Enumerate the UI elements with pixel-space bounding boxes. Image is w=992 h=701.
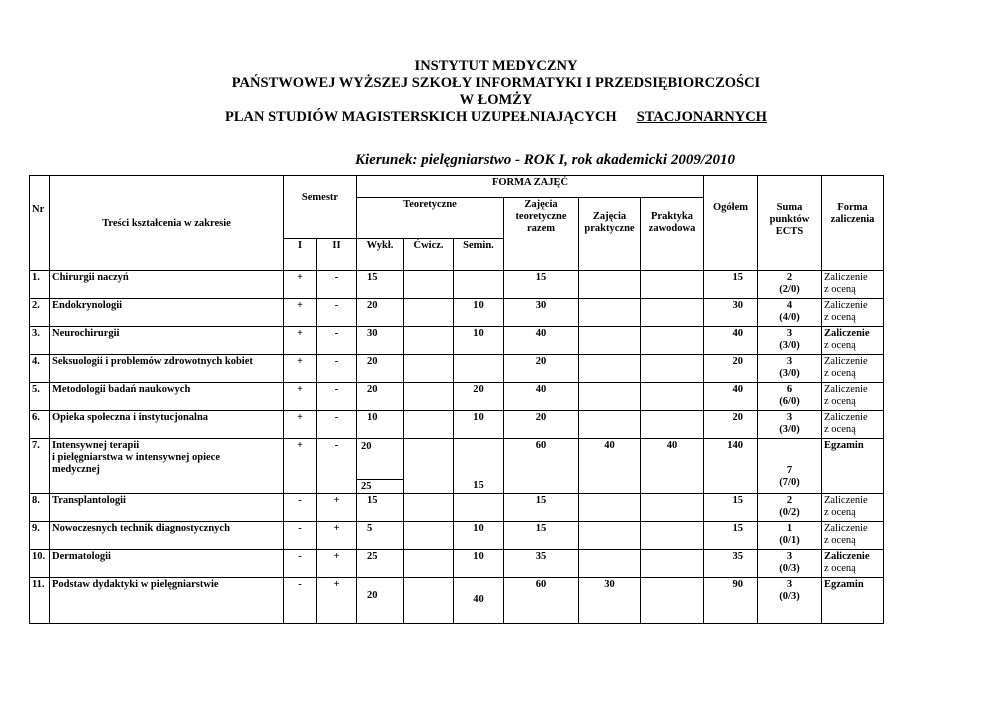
semester-II-mark: - bbox=[317, 355, 357, 383]
exercises-hours bbox=[404, 494, 454, 522]
semester-II-mark: - bbox=[317, 271, 357, 299]
assessment-detail: z oceną bbox=[824, 396, 856, 407]
assessment-detail: z oceną bbox=[824, 563, 856, 574]
assessment-type: Zaliczenie bbox=[824, 495, 868, 506]
assessment-form bbox=[822, 383, 884, 411]
total-hours: 15 bbox=[704, 522, 758, 550]
ects-total: 2 bbox=[786, 272, 793, 283]
assessment-type: Egzamin bbox=[824, 440, 864, 451]
semester-II-mark: - bbox=[317, 327, 357, 355]
lectures-hours-sem2: 25 bbox=[361, 481, 372, 492]
ects-points bbox=[758, 578, 822, 624]
assessment-form bbox=[822, 411, 884, 439]
professional-practice bbox=[641, 494, 704, 522]
assessment-form bbox=[822, 355, 884, 383]
practical-classes bbox=[579, 383, 641, 411]
header-semestr: Semestr bbox=[284, 176, 357, 239]
assessment-type: Zaliczenie bbox=[824, 384, 868, 395]
semester-I-mark: + bbox=[284, 355, 317, 383]
theory-total: 35 bbox=[504, 550, 579, 578]
row-number: 6. bbox=[30, 411, 50, 439]
ects-total: 2 bbox=[786, 495, 793, 506]
lectures-hours-sem1: 20 bbox=[357, 439, 403, 480]
total-hours: 35 bbox=[704, 550, 758, 578]
ects-points bbox=[758, 299, 822, 327]
subject-name-line: i pielęgniarstwa w intensywnej opiece bbox=[52, 452, 220, 463]
lectures-hours: 30 bbox=[357, 327, 404, 355]
semester-I-mark: + bbox=[284, 411, 317, 439]
ects-points bbox=[758, 411, 822, 439]
theory-total: 15 bbox=[504, 271, 579, 299]
total-hours: 140 bbox=[704, 439, 758, 494]
document-header bbox=[0, 58, 992, 126]
header-praktyka-zawodowa: Praktyka zawodowa bbox=[641, 198, 704, 271]
assessment-type: Zaliczenie bbox=[824, 272, 868, 283]
professional-practice bbox=[641, 355, 704, 383]
ects-total: 6 bbox=[786, 384, 793, 395]
assessment-type: Zaliczenie bbox=[824, 328, 870, 339]
assessment-type: Egzamin bbox=[824, 579, 864, 590]
ects-split: (0/3) bbox=[779, 563, 800, 574]
subject-name: Neurochirurgii bbox=[50, 327, 284, 355]
ects-points bbox=[758, 383, 822, 411]
row-number: 5. bbox=[30, 383, 50, 411]
ects-points bbox=[758, 494, 822, 522]
practical-classes bbox=[579, 327, 641, 355]
assessment-detail: z oceną bbox=[824, 312, 856, 323]
semester-I-mark: - bbox=[284, 550, 317, 578]
ects-points bbox=[758, 550, 822, 578]
lectures-hours: 10 bbox=[357, 411, 404, 439]
assessment-detail: z oceną bbox=[824, 340, 856, 351]
row-number: 9. bbox=[30, 522, 50, 550]
seminars-hours: 10 bbox=[454, 299, 504, 327]
semester-I-mark: - bbox=[284, 578, 317, 624]
professional-practice bbox=[641, 299, 704, 327]
semester-I-mark: + bbox=[284, 439, 317, 494]
total-hours: 30 bbox=[704, 299, 758, 327]
lectures-hours bbox=[357, 439, 404, 494]
exercises-hours bbox=[404, 271, 454, 299]
assessment-type: Zaliczenie bbox=[824, 356, 868, 367]
lectures-hours: 15 bbox=[357, 271, 404, 299]
semester-II-mark: + bbox=[317, 494, 357, 522]
table-row bbox=[30, 578, 884, 624]
header-zajecia-praktyczne: Zajęcia praktyczne bbox=[579, 198, 641, 271]
exercises-hours bbox=[404, 327, 454, 355]
practical-classes bbox=[579, 355, 641, 383]
ects-points bbox=[758, 355, 822, 383]
ects-split: (0/3) bbox=[779, 591, 800, 602]
subject-name: Endokrynologii bbox=[50, 299, 284, 327]
seminars-hours bbox=[454, 494, 504, 522]
subject-name-line: medycznej bbox=[52, 464, 100, 475]
professional-practice bbox=[641, 271, 704, 299]
table-row bbox=[30, 522, 884, 550]
assessment-form bbox=[822, 271, 884, 299]
theory-total: 60 bbox=[504, 439, 579, 494]
exercises-hours bbox=[404, 411, 454, 439]
table-row bbox=[30, 494, 884, 522]
table-row bbox=[30, 355, 884, 383]
professional-practice bbox=[641, 522, 704, 550]
ects-split: (4/0) bbox=[779, 312, 800, 323]
total-hours: 15 bbox=[704, 271, 758, 299]
row-number: 7. bbox=[30, 439, 50, 494]
plan-title-text: PLAN STUDIÓW MAGISTERSKICH UZUPEŁNIAJĄCYCH bbox=[225, 109, 617, 125]
header-forma-zaliczenia: Forma zaliczenia bbox=[822, 176, 884, 271]
professional-practice bbox=[641, 383, 704, 411]
city-name: W ŁOMŻY bbox=[459, 92, 533, 108]
header-sem-I: I bbox=[284, 239, 317, 271]
plan-subtitle: Kierunek: pielęgniarstwo - ROK I, rok akademicki 2009/2010 bbox=[354, 152, 735, 168]
assessment-detail: z oceną bbox=[824, 535, 856, 546]
row-number: 3. bbox=[30, 327, 50, 355]
row-number: 4. bbox=[30, 355, 50, 383]
ects-points bbox=[758, 327, 822, 355]
professional-practice bbox=[641, 327, 704, 355]
lectures-hours: 20 bbox=[357, 299, 404, 327]
institute-name: INSTYTUT MEDYCZNY bbox=[414, 58, 578, 74]
semester-II-mark: + bbox=[317, 578, 357, 624]
theory-total: 30 bbox=[504, 299, 579, 327]
total-hours: 20 bbox=[704, 355, 758, 383]
header-zajecia-teoretyczne: Zajęcia teoretyczne razem bbox=[504, 198, 579, 271]
seminars-hours bbox=[454, 355, 504, 383]
header-tresci: Treści kształcenia w zakresie bbox=[50, 176, 284, 271]
semester-II-mark: - bbox=[317, 299, 357, 327]
ects-points bbox=[758, 522, 822, 550]
header-teoretyczne: Teoretyczne bbox=[357, 198, 504, 239]
subject-name: Seksuologii i problemów zdrowotnych kobiet bbox=[50, 355, 284, 383]
header-ogolem: Ogółem bbox=[704, 176, 758, 271]
ects-total: 7 bbox=[786, 465, 793, 476]
semester-II-mark: + bbox=[317, 550, 357, 578]
table-row bbox=[30, 271, 884, 299]
semester-I-mark: + bbox=[284, 383, 317, 411]
ects-total: 3 bbox=[786, 579, 793, 590]
subject-name: Dermatologii bbox=[50, 550, 284, 578]
practical-classes bbox=[579, 271, 641, 299]
ects-split: (6/0) bbox=[779, 396, 800, 407]
subject-name: Transplantologii bbox=[50, 494, 284, 522]
semester-II-mark: - bbox=[317, 439, 357, 494]
school-name: PAŃSTWOWEJ WYŻSZEJ SZKOŁY INFORMATYKI I PRZEDSIĘBIORCZOŚCI bbox=[231, 75, 761, 91]
table-row bbox=[30, 383, 884, 411]
ects-split: (0/2) bbox=[779, 507, 800, 518]
subject-name: Opieka społeczna i instytucjonalna bbox=[50, 411, 284, 439]
header-semin: Semin. bbox=[454, 239, 504, 271]
assessment-form bbox=[822, 299, 884, 327]
subject-name: Nowoczesnych technik diagnostycznych bbox=[50, 522, 284, 550]
assessment-form bbox=[822, 578, 884, 624]
ects-total: 3 bbox=[786, 356, 793, 367]
theory-total: 40 bbox=[504, 327, 579, 355]
professional-practice bbox=[641, 578, 704, 624]
theory-total: 40 bbox=[504, 383, 579, 411]
exercises-hours bbox=[404, 522, 454, 550]
row-number: 10. bbox=[30, 550, 50, 578]
assessment-type: Zaliczenie bbox=[824, 412, 868, 423]
seminars-hours: 15 bbox=[454, 439, 504, 494]
practical-classes bbox=[579, 299, 641, 327]
professional-practice bbox=[641, 411, 704, 439]
ects-split: (7/0) bbox=[779, 477, 800, 488]
exercises-hours bbox=[404, 578, 454, 624]
semester-I-mark: - bbox=[284, 522, 317, 550]
theory-total: 15 bbox=[504, 522, 579, 550]
ects-total: 3 bbox=[786, 412, 793, 423]
row-number: 2. bbox=[30, 299, 50, 327]
assessment-detail: z oceną bbox=[824, 507, 856, 518]
exercises-hours bbox=[404, 355, 454, 383]
theory-total: 20 bbox=[504, 355, 579, 383]
practical-classes bbox=[579, 550, 641, 578]
assessment-detail: z oceną bbox=[824, 424, 856, 435]
theory-total: 20 bbox=[504, 411, 579, 439]
seminars-hours: 10 bbox=[454, 522, 504, 550]
assessment-form bbox=[822, 439, 884, 494]
header-cwicz: Ćwicz. bbox=[404, 239, 454, 271]
table-row bbox=[30, 327, 884, 355]
practical-classes: 30 bbox=[579, 578, 641, 624]
ects-split: (3/0) bbox=[779, 368, 800, 379]
subject-name-line: Intensywnej terapii bbox=[52, 440, 140, 451]
assessment-detail: z oceną bbox=[824, 368, 856, 379]
seminars-hours: 40 bbox=[454, 578, 504, 624]
semester-II-mark: + bbox=[317, 522, 357, 550]
seminars-hours: 10 bbox=[454, 411, 504, 439]
study-plan-table bbox=[29, 175, 884, 624]
assessment-type: Zaliczenie bbox=[824, 551, 870, 562]
total-hours: 40 bbox=[704, 327, 758, 355]
table-row bbox=[30, 299, 884, 327]
ects-split: (2/0) bbox=[779, 284, 800, 295]
semester-I-mark: + bbox=[284, 299, 317, 327]
exercises-hours bbox=[404, 299, 454, 327]
lectures-hours: 20 bbox=[357, 383, 404, 411]
professional-practice: 40 bbox=[641, 439, 704, 494]
assessment-type: Zaliczenie bbox=[824, 300, 868, 311]
practical-classes: 40 bbox=[579, 439, 641, 494]
theory-total: 60 bbox=[504, 578, 579, 624]
header-sem-II: II bbox=[317, 239, 357, 271]
ects-points bbox=[758, 439, 822, 494]
semester-I-mark: + bbox=[284, 271, 317, 299]
exercises-hours bbox=[404, 383, 454, 411]
seminars-hours bbox=[454, 271, 504, 299]
assessment-form bbox=[822, 522, 884, 550]
ects-total: 3 bbox=[786, 551, 793, 562]
total-hours: 20 bbox=[704, 411, 758, 439]
lectures-hours: 15 bbox=[357, 494, 404, 522]
table-row bbox=[30, 550, 884, 578]
assessment-form bbox=[822, 327, 884, 355]
row-number: 8. bbox=[30, 494, 50, 522]
professional-practice bbox=[641, 550, 704, 578]
row-number: 11. bbox=[30, 578, 50, 624]
assessment-detail: z oceną bbox=[824, 284, 856, 295]
assessment-form bbox=[822, 494, 884, 522]
header-forma-zajec: FORMA ZAJĘĆ bbox=[357, 176, 704, 198]
header-suma-ects: Suma punktów ECTS bbox=[758, 176, 822, 271]
plan-mode: STACJONARNYCH bbox=[636, 109, 767, 125]
exercises-hours bbox=[404, 550, 454, 578]
semester-II-mark: - bbox=[317, 411, 357, 439]
subject-name: Chirurgii naczyń bbox=[50, 271, 284, 299]
header-wykl: Wykł. bbox=[357, 239, 404, 271]
exercises-hours bbox=[404, 439, 454, 494]
ects-total: 3 bbox=[786, 328, 793, 339]
lectures-hours: 20 bbox=[357, 355, 404, 383]
seminars-hours: 10 bbox=[454, 327, 504, 355]
lectures-hours: 5 bbox=[357, 522, 404, 550]
plan-title bbox=[0, 109, 992, 126]
semester-I-mark: - bbox=[284, 494, 317, 522]
ects-split: (3/0) bbox=[779, 340, 800, 351]
ects-points bbox=[758, 271, 822, 299]
practical-classes bbox=[579, 494, 641, 522]
seminars-hours: 20 bbox=[454, 383, 504, 411]
table-row bbox=[30, 439, 884, 494]
header-nr: Nr bbox=[30, 176, 50, 271]
ects-split: (0/1) bbox=[779, 535, 800, 546]
ects-total: 1 bbox=[786, 523, 793, 534]
total-hours: 90 bbox=[704, 578, 758, 624]
row-number: 1. bbox=[30, 271, 50, 299]
theory-total: 15 bbox=[504, 494, 579, 522]
lectures-hours: 20 bbox=[357, 578, 404, 624]
practical-classes bbox=[579, 411, 641, 439]
ects-split: (3/0) bbox=[779, 424, 800, 435]
table-row bbox=[30, 411, 884, 439]
total-hours: 15 bbox=[704, 494, 758, 522]
semester-II-mark: - bbox=[317, 383, 357, 411]
lectures-hours: 25 bbox=[357, 550, 404, 578]
practical-classes bbox=[579, 522, 641, 550]
assessment-type: Zaliczenie bbox=[824, 523, 868, 534]
assessment-form bbox=[822, 550, 884, 578]
total-hours: 40 bbox=[704, 383, 758, 411]
subject-name bbox=[50, 439, 284, 494]
ects-total: 4 bbox=[786, 300, 793, 311]
subject-name: Podstaw dydaktyki w pielęgniarstwie bbox=[50, 578, 284, 624]
semester-I-mark: + bbox=[284, 327, 317, 355]
seminars-hours: 10 bbox=[454, 550, 504, 578]
subject-name: Metodologii badań naukowych bbox=[50, 383, 284, 411]
